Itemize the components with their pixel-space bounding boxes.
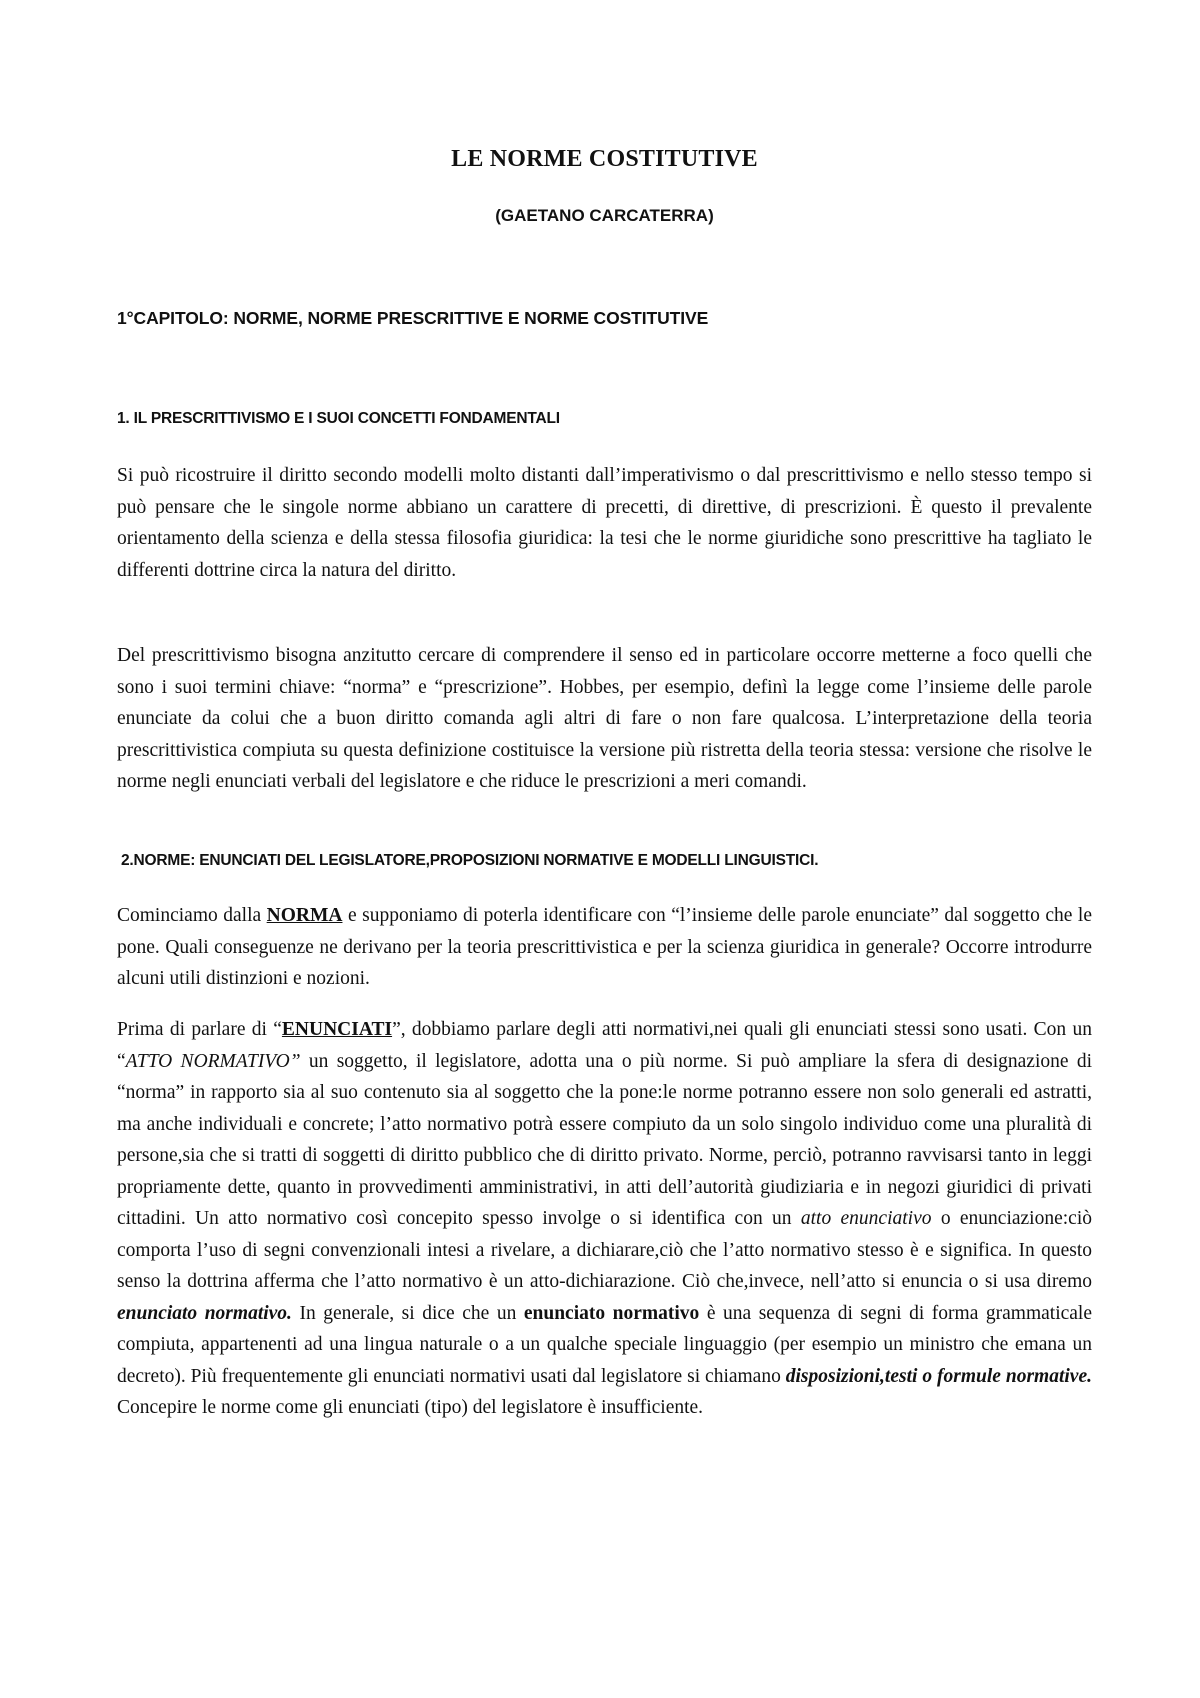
paragraph-4 xyxy=(117,1014,1092,1424)
section-1-heading: 1. IL PRESCRITTIVISMO E I SUOI CONCETTI FONDAMENTALI xyxy=(117,410,560,427)
paragraph-4-text-1: Prima di parlare di “ xyxy=(117,1019,282,1040)
term-disposizioni: disposizioni,testi o formule normative. xyxy=(785,1365,1092,1387)
paragraph-2: Del prescrittivismo bisogna anzitutto cercare di comprendere il senso ed in particolare occorre metterne a foco quelli che sono i suoi termini chiave: “norma” e “prescrizione”. Hobbes, per esempio, definì la legge come l’insieme delle parole enunciate da colui che a buon diritto comanda agli altri di fare o non fare qualcosa. L’interpretazione della teoria prescrittivistica compiuta su questa definizione costituisce la versione più ristretta della teoria stessa: versione che risolve le norme negli enunciati verbali del legislatore e che riduce le prescrizioni a meri comandi. xyxy=(117,645,1092,792)
document-author: (GAETANO CARCATERRA) xyxy=(495,206,714,225)
paragraph-4-text-6: è una sequenza di segni di forma grammaticale compiuta, appartenenti ad una lingua naturale o a un qualche speciale linguaggio (per esempio un ministro che emana un decreto). Più frequentemente gli enunciati normativi usati dal legislatore si chiamano xyxy=(117,1302,1092,1387)
chapter-heading: 1°CAPITOLO: NORME, NORME PRESCRITTIVE E NORME COSTITUTIVE xyxy=(117,308,709,328)
term-atto-normativo: ATTO NORMATIVO” xyxy=(125,1050,301,1072)
paragraph-4-text-5: In generale, si dice che un xyxy=(291,1302,524,1324)
term-enunciati: ENUNCIATI xyxy=(281,1019,393,1040)
document-title: LE NORME COSTITUTIVE xyxy=(451,146,758,172)
paragraph-3-text-2: e supponiamo di poterla identificare con “l’insieme delle parole enunciate” dal soggetto che le pone. Quali conseguenze ne derivano per la teoria prescrittivistica e per la scienza giuridica in generale? Occorre introdurre alcuni utili distinzioni e nozioni. xyxy=(117,905,1092,989)
paragraph-4-text-4: o enunciazione:ciò comporta l’uso di segni convenzionali intesi a rivelare, a dichiarare,ciò che l’atto normativo stesso è e significa. In questo senso la dottrina afferma che l’atto normativo è un atto-dichiarazione. Ciò che,invece, nell’atto si enuncia o si usa diremo xyxy=(117,1208,1092,1292)
term-atto-enunciativo: atto enunciativo xyxy=(800,1208,932,1229)
paragraph-3-text-1: Cominciamo dalla xyxy=(117,905,267,926)
paragraph-1: Si può ricostruire il diritto secondo modelli molto distanti dall’imperativismo o dal prescrittivismo e nello stesso tempo si può pensare che le singole norme abbiano un carattere di precetti, di direttive, di prescrizioni. È questo il prevalente orientamento della scienza e della stessa filosofia giuridica: la tesi che le norme giuridiche sono prescrittive ha tagliato le differenti dottrine circa la natura del diritto. xyxy=(117,465,1092,581)
paragraph-4-text-3: un soggetto, il legislatore, adotta una o più norme. Si può ampliare la sfera di designazione di “norma” in rapporto sia al suo contenuto sia al soggetto che la pone:le norme potranno essere non solo generali ed astratti, ma anche individuali e concrete; l’atto normativo potrà essere compiuto da un solo singolo individuo come una pluralità di persone,sia che si tratti di soggetti di diritto pubblico che di diritto privato. Norme, perciò, potranno ravvisarsi tanto in leggi propriamente dette, quanto in provvedimenti amministrativi, in atti dell’autorità giudiziaria e in negozi giuridici di privati cittadini. Un atto normativo così concepito spesso involge o si identifica con un xyxy=(117,1050,1092,1229)
paragraph-3 xyxy=(117,900,1092,995)
term-enunciato-normativo-italic: enunciato normativo. xyxy=(117,1302,292,1324)
term-norma: NORMA xyxy=(266,905,343,926)
section-2-heading: 2.NORME: ENUNCIATI DEL LEGISLATORE,PROPOSIZIONI NORMATIVE E MODELLI LINGUISTICI. xyxy=(121,852,819,869)
term-enunciato-normativo-bold: enunciato normativo xyxy=(523,1302,700,1324)
paragraph-4-text-7: Concepire le norme come gli enunciati (tipo) del legislatore è insufficiente. xyxy=(117,1397,704,1418)
paragraph-4-text-2: ”, dobbiamo parlare degli atti normativi,nei quali gli enunciati stessi sono usati. Con un “ xyxy=(117,1019,1092,1072)
